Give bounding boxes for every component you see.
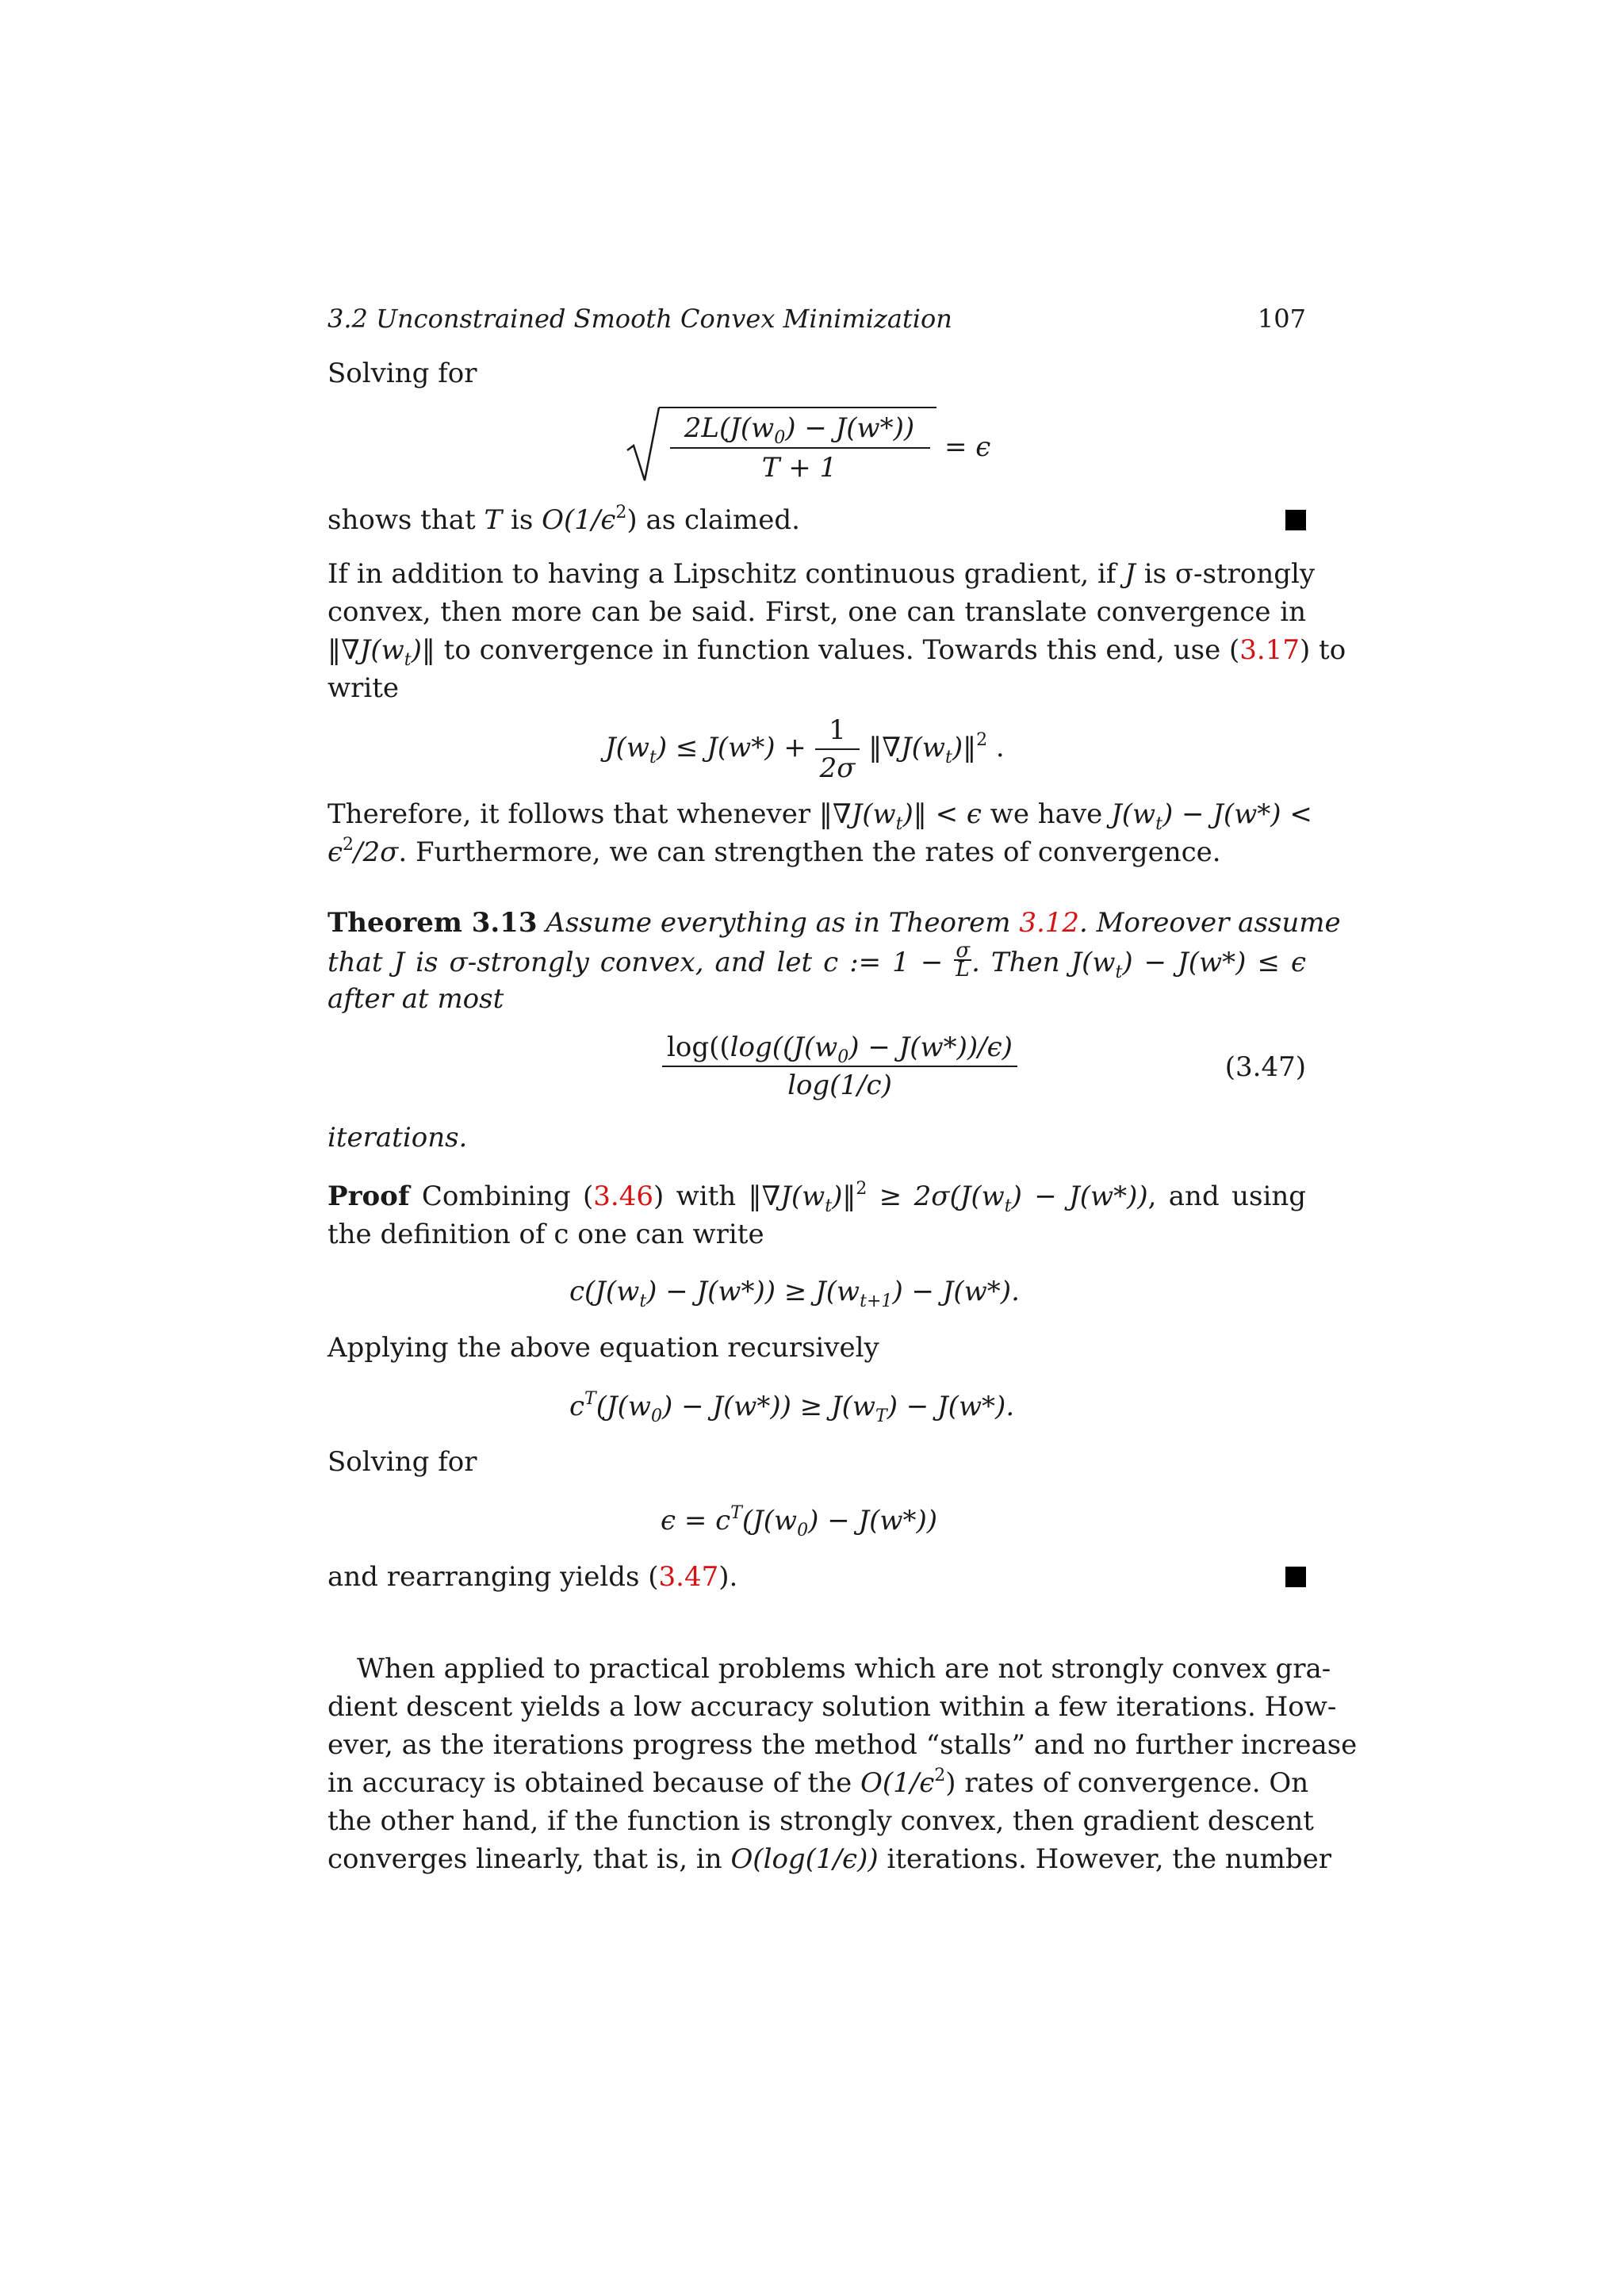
proof-line: the definition of c one can write [327, 1219, 764, 1250]
sqrt-rhs: = ϵ [944, 431, 991, 463]
proof-label: Proof [327, 1181, 410, 1212]
paragraph-line: Therefore, it follows that whenever $‖\nabla J(w_t)‖ < \epsilon$ we have $J(w_t) - J(w*)$ < [327, 798, 1312, 834]
fraction: $\frac{\log((\log((J(w_0) - J(w*))/\epsilon)}{\log(1/c)}$ [662, 1029, 1017, 1104]
fraction: $\frac{\sigma}{L}$ [956, 939, 971, 982]
paragraph-line: If in addition to having a Lipschitz continuous gradient, if J is σ-strongly [327, 558, 1316, 590]
page-number: 107 [1257, 304, 1306, 334]
equation-epsilon: $\epsilon = c^T(J(w_0) - J(w*))$ [661, 1503, 938, 1540]
equation-347 [662, 1029, 1017, 1104]
paragraph-line: write [327, 672, 400, 704]
equation-unrolled: $c^T(J(w_0) - J(w*)) \ge J(w_T) - J(w*)$. [569, 1389, 1015, 1426]
paragraph-line: converges linearly, that is, in O(log(1/ϵ)) iterations. However, the number [327, 1843, 1332, 1875]
paragraph-line: convex, then more can be said. First, one can translate convergence in [327, 596, 1306, 628]
equation-recursion: $c(J(w_t) - J(w*)) \ge J(w_{t+1}) - J(w*)$. [569, 1276, 1020, 1311]
paragraph-line: $\epsilon^2/2\sigma$. Furthermore, we can strengthen the rates of convergence. [327, 835, 1221, 868]
theorem-line: Theorem 3.13 Assume everything as in Theorem 3.12. Moreover assume [327, 907, 1341, 939]
proof-line: Proof Combining (3.46) with $‖\nabla J(w_t)‖^2 \ge 2\sigma(J(w_t) - J(w*))$, and using [327, 1179, 1306, 1216]
claim-line: shows that T is $O(1/\epsilon^2)$ as claimed. [327, 503, 800, 536]
paragraph-line: in accuracy is obtained because of the $O(1/\epsilon^2)$ rates of convergence. On [327, 1766, 1309, 1799]
equation-ref-link[interactable]: 3.47 [658, 1561, 719, 1593]
fraction: $\frac{1}{2\sigma}$ [815, 712, 860, 786]
paragraph-line: the other hand, if the function is strongly convex, then gradient descent [327, 1805, 1314, 1837]
equation-bound: $J(w_t) \le J(w*)$ + $\frac{1}{2\sigma}$ $‖\nabla J(w_t)‖^2$ . [605, 712, 1005, 786]
theorem-line: iterations. [327, 1122, 468, 1154]
theorem-line: that J is σ-strongly convex, and let c := 1 − $\frac{\sigma}{L}$ . Then $J(w_t) - J(w*) \le \epsilon$ [327, 939, 1306, 982]
equation-ref-link[interactable]: 3.46 [593, 1181, 653, 1212]
paragraph-line: dient descent yields a low accuracy solution within a few iterations. How- [327, 1691, 1337, 1723]
sqrt-overline [659, 407, 936, 408]
running-header [327, 300, 1306, 338]
section-title: 3.2 Unconstrained Smooth Convex Minimization [327, 304, 952, 334]
equation-ref-link[interactable]: 3.17 [1239, 634, 1300, 666]
proof-line: Applying the above equation recursively [327, 1332, 879, 1364]
qed-square-icon [1285, 510, 1306, 530]
sqrt-denominator: T + 1 [761, 452, 837, 484]
paragraph-line: $‖\nabla J(w_t)‖$ to convergence in function values. Towards this end, use (3.17) to [327, 634, 1346, 670]
theorem-ref-link[interactable]: 3.12 [1019, 907, 1080, 939]
sqrt-sign-icon [624, 404, 662, 487]
paragraph-line: When applied to practical problems which are not strongly convex gra- [357, 1653, 1331, 1685]
theorem-line: after at most [327, 983, 504, 1015]
proof-line: Solving for [327, 1446, 477, 1478]
equation-number: (3.47) [1224, 1051, 1306, 1083]
sqrt-numerator: $2L(J(w_0) - J(w*))$ [684, 412, 915, 448]
proof-line: and rearranging yields (3.47). [327, 1561, 738, 1593]
solving-for-line: Solving for [327, 358, 477, 389]
paragraph-line: ever, as the iterations progress the method “stalls” and no further increase [327, 1729, 1358, 1761]
qed-square-icon [1285, 1567, 1306, 1587]
theorem-label: Theorem 3.13 [327, 907, 538, 939]
